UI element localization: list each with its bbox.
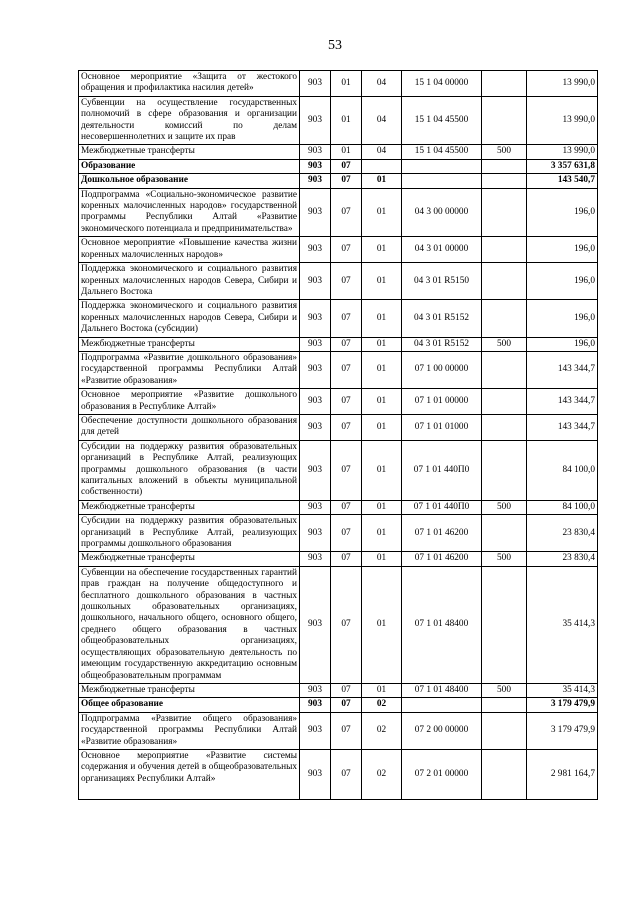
row-expense-type-cell — [482, 263, 527, 300]
row-amount-cell: 23 830,4 — [527, 552, 598, 566]
row-target-article-cell: 04 3 00 00000 — [402, 188, 482, 237]
row-grbs-cell: 903 — [300, 174, 331, 188]
row-grbs-cell: 903 — [300, 237, 331, 263]
row-amount-cell: 196,0 — [527, 237, 598, 263]
row-name-cell: Основное мероприятие «Развитие дошкольного образования в Республике Алтай» — [79, 389, 300, 415]
row-target-article-cell: 07 1 01 440П0 — [402, 440, 482, 500]
table-row — [79, 683, 598, 697]
row-target-article-cell: 07 1 01 440П0 — [402, 500, 482, 514]
row-expense-type-cell — [482, 712, 527, 749]
table-row — [79, 389, 598, 415]
row-subsection-cell: 04 — [362, 145, 402, 159]
row-target-article-cell: 04 3 01 R5152 — [402, 300, 482, 337]
row-name-cell: Субвенции на обеспечение государственных гарантий прав граждан на получение общедоступного и бесплатного дошкольного образования в частных дошкольных образовательных организациях, дошкольного, начального общего, основного общего, среднего общего образования в частных общеобразовательных организациях, осуществляющих образовательную деятельность по имеющим государственную аккредитацию основным общеобразовательным программам — [79, 566, 300, 683]
row-subsection-cell: 01 — [362, 300, 402, 337]
row-section-cell: 07 — [331, 566, 362, 683]
row-name-cell: Дошкольное образование — [79, 174, 300, 188]
row-name-cell: Подпрограмма «Развитие общего образования» государственной программы Республики Алтай «Развитие образования» — [79, 712, 300, 749]
row-section-cell: 07 — [331, 698, 362, 712]
table-row — [79, 337, 598, 351]
row-amount-cell: 196,0 — [527, 263, 598, 300]
row-section-cell: 07 — [331, 440, 362, 500]
row-amount-cell: 13 990,0 — [527, 96, 598, 145]
page-number: 53 — [328, 38, 342, 53]
row-expense-type-cell — [482, 389, 527, 415]
row-grbs-cell: 903 — [300, 337, 331, 351]
row-name-cell: Субсидии на поддержку развития образовательных организаций в Республике Алтай, реализующих программы дошкольного образования (в части капитальных вложений в объекты муниципальной собственности) — [79, 440, 300, 500]
row-subsection-cell: 01 — [362, 683, 402, 697]
row-amount-cell: 2 981 164,7 — [527, 749, 598, 799]
row-expense-type-cell: 500 — [482, 683, 527, 697]
row-target-article-cell — [402, 159, 482, 173]
row-grbs-cell: 903 — [300, 300, 331, 337]
row-amount-cell: 84 100,0 — [527, 500, 598, 514]
row-name-cell: Субсидии на поддержку развития образовательных организаций в Республике Алтай, реализующих программы дошкольного образования — [79, 515, 300, 552]
row-name-cell: Образование — [79, 159, 300, 173]
table-row — [79, 145, 598, 159]
row-grbs-cell: 903 — [300, 566, 331, 683]
row-amount-cell: 84 100,0 — [527, 440, 598, 500]
row-subsection-cell: 01 — [362, 566, 402, 683]
row-amount-cell: 196,0 — [527, 300, 598, 337]
row-grbs-cell: 903 — [300, 749, 331, 799]
row-grbs-cell: 903 — [300, 683, 331, 697]
row-name-cell: Поддержка экономического и социального развития коренных малочисленных народов Севера, Сибири и Дальнего Востока — [79, 263, 300, 300]
row-section-cell: 07 — [331, 337, 362, 351]
row-section-cell: 07 — [331, 552, 362, 566]
row-subsection-cell: 04 — [362, 96, 402, 145]
row-subsection-cell: 01 — [362, 440, 402, 500]
row-expense-type-cell: 500 — [482, 337, 527, 351]
row-expense-type-cell — [482, 440, 527, 500]
row-target-article-cell: 07 1 01 00000 — [402, 389, 482, 415]
row-subsection-cell: 01 — [362, 389, 402, 415]
row-subsection-cell: 02 — [362, 698, 402, 712]
row-subsection-cell: 01 — [362, 552, 402, 566]
row-target-article-cell — [402, 698, 482, 712]
row-name-cell: Межбюджетные трансферты — [79, 683, 300, 697]
row-target-article-cell: 07 1 00 00000 — [402, 351, 482, 388]
table-row — [79, 500, 598, 514]
table-row — [79, 300, 598, 337]
row-section-cell: 07 — [331, 683, 362, 697]
row-subsection-cell: 02 — [362, 712, 402, 749]
row-subsection-cell: 01 — [362, 237, 402, 263]
row-grbs-cell: 903 — [300, 500, 331, 514]
table-row — [79, 351, 598, 388]
row-amount-cell: 196,0 — [527, 188, 598, 237]
table-row — [79, 515, 598, 552]
row-amount-cell: 23 830,4 — [527, 515, 598, 552]
row-section-cell: 07 — [331, 237, 362, 263]
row-name-cell: Обеспечение доступности дошкольного образования для детей — [79, 414, 300, 440]
row-target-article-cell: 07 1 01 46200 — [402, 515, 482, 552]
row-expense-type-cell — [482, 566, 527, 683]
row-name-cell: Общее образование — [79, 698, 300, 712]
table-row — [79, 263, 598, 300]
row-name-cell: Субвенции на осуществление государственных полномочий в сфере образования и организации деятельности комиссий по делам несовершеннолетних и защите их прав — [79, 96, 300, 145]
row-subsection-cell: 04 — [362, 71, 402, 97]
row-grbs-cell: 903 — [300, 389, 331, 415]
row-target-article-cell: 04 3 01 R5150 — [402, 263, 482, 300]
row-grbs-cell: 903 — [300, 263, 331, 300]
budget-table — [78, 70, 598, 800]
row-expense-type-cell: 500 — [482, 500, 527, 514]
row-subsection-cell: 01 — [362, 174, 402, 188]
row-amount-cell: 3 179 479,9 — [527, 698, 598, 712]
row-expense-type-cell: 500 — [482, 145, 527, 159]
row-section-cell: 01 — [331, 71, 362, 97]
row-target-article-cell: 15 1 04 45500 — [402, 96, 482, 145]
table-row — [79, 96, 598, 145]
table-row — [79, 698, 598, 712]
row-subsection-cell — [362, 159, 402, 173]
row-grbs-cell: 903 — [300, 96, 331, 145]
row-amount-cell: 35 414,3 — [527, 683, 598, 697]
budget-table-body — [79, 71, 598, 800]
row-grbs-cell: 903 — [300, 712, 331, 749]
table-row — [79, 749, 598, 799]
row-name-cell: Межбюджетные трансферты — [79, 145, 300, 159]
row-subsection-cell: 01 — [362, 414, 402, 440]
row-target-article-cell — [402, 174, 482, 188]
row-amount-cell: 143 540,7 — [527, 174, 598, 188]
row-name-cell: Подпрограмма «Развитие дошкольного образования» государственной программы Республики Алтай «Развитие образования» — [79, 351, 300, 388]
row-amount-cell: 143 344,7 — [527, 389, 598, 415]
row-section-cell: 07 — [331, 515, 362, 552]
row-section-cell: 07 — [331, 263, 362, 300]
row-subsection-cell: 02 — [362, 749, 402, 799]
row-target-article-cell: 15 1 04 45500 — [402, 145, 482, 159]
row-target-article-cell: 07 1 01 01000 — [402, 414, 482, 440]
row-name-cell: Основное мероприятие «Повышение качества жизни коренных малочисленных народов» — [79, 237, 300, 263]
row-expense-type-cell — [482, 159, 527, 173]
row-section-cell: 07 — [331, 300, 362, 337]
row-subsection-cell: 01 — [362, 188, 402, 237]
row-expense-type-cell — [482, 237, 527, 263]
table-row — [79, 712, 598, 749]
table-row — [79, 237, 598, 263]
row-name-cell: Поддержка экономического и социального развития коренных малочисленных народов Севера, Сибири и Дальнего Востока (субсидии) — [79, 300, 300, 337]
table-row — [79, 414, 598, 440]
row-section-cell: 07 — [331, 174, 362, 188]
row-section-cell: 07 — [331, 712, 362, 749]
row-name-cell: Подпрограмма «Социально-экономическое развитие коренных малочисленных народов» государственной программы Республики Алтай «Развитие экономического потенциала и предпринимательства» — [79, 188, 300, 237]
row-name-cell: Основное мероприятие «Защита от жестокого обращения и профилактика насилия детей» — [79, 71, 300, 97]
row-section-cell: 01 — [331, 145, 362, 159]
row-grbs-cell: 903 — [300, 71, 331, 97]
row-name-cell: Основное мероприятие «Развитие системы содержания и обучения детей в общеобразовательных организациях Республики Алтай» — [79, 749, 300, 799]
row-amount-cell: 13 990,0 — [527, 145, 598, 159]
row-section-cell: 07 — [331, 500, 362, 514]
table-row — [79, 440, 598, 500]
row-subsection-cell: 01 — [362, 263, 402, 300]
row-expense-type-cell — [482, 749, 527, 799]
row-amount-cell: 196,0 — [527, 337, 598, 351]
row-section-cell: 01 — [331, 96, 362, 145]
row-section-cell: 07 — [331, 389, 362, 415]
row-grbs-cell: 903 — [300, 414, 331, 440]
row-expense-type-cell — [482, 300, 527, 337]
row-grbs-cell: 903 — [300, 145, 331, 159]
row-amount-cell: 3 179 479,9 — [527, 712, 598, 749]
row-target-article-cell: 07 1 01 48400 — [402, 566, 482, 683]
row-grbs-cell: 903 — [300, 552, 331, 566]
row-target-article-cell: 15 1 04 00000 — [402, 71, 482, 97]
row-grbs-cell: 903 — [300, 188, 331, 237]
row-grbs-cell: 903 — [300, 351, 331, 388]
table-row — [79, 159, 598, 173]
row-expense-type-cell — [482, 414, 527, 440]
table-row — [79, 174, 598, 188]
row-subsection-cell: 01 — [362, 515, 402, 552]
row-grbs-cell: 903 — [300, 440, 331, 500]
table-row — [79, 566, 598, 683]
row-section-cell: 07 — [331, 188, 362, 237]
row-subsection-cell: 01 — [362, 337, 402, 351]
table-row — [79, 552, 598, 566]
row-name-cell: Межбюджетные трансферты — [79, 500, 300, 514]
row-grbs-cell: 903 — [300, 159, 331, 173]
row-name-cell: Межбюджетные трансферты — [79, 337, 300, 351]
row-expense-type-cell — [482, 96, 527, 145]
row-subsection-cell: 01 — [362, 351, 402, 388]
row-section-cell: 07 — [331, 749, 362, 799]
row-amount-cell: 3 357 631,8 — [527, 159, 598, 173]
table-row — [79, 71, 598, 97]
row-expense-type-cell — [482, 698, 527, 712]
row-section-cell: 07 — [331, 351, 362, 388]
row-expense-type-cell — [482, 188, 527, 237]
row-expense-type-cell — [482, 515, 527, 552]
table-row — [79, 188, 598, 237]
row-grbs-cell: 903 — [300, 515, 331, 552]
row-grbs-cell: 903 — [300, 698, 331, 712]
row-amount-cell: 13 990,0 — [527, 71, 598, 97]
row-amount-cell: 35 414,3 — [527, 566, 598, 683]
row-target-article-cell: 07 1 01 48400 — [402, 683, 482, 697]
row-target-article-cell: 04 3 01 00000 — [402, 237, 482, 263]
row-section-cell: 07 — [331, 159, 362, 173]
row-amount-cell: 143 344,7 — [527, 351, 598, 388]
row-expense-type-cell: 500 — [482, 552, 527, 566]
row-name-cell: Межбюджетные трансферты — [79, 552, 300, 566]
row-target-article-cell: 07 2 01 00000 — [402, 749, 482, 799]
row-expense-type-cell — [482, 71, 527, 97]
row-target-article-cell: 07 2 00 00000 — [402, 712, 482, 749]
row-target-article-cell: 04 3 01 R5152 — [402, 337, 482, 351]
row-expense-type-cell — [482, 174, 527, 188]
row-subsection-cell: 01 — [362, 500, 402, 514]
row-amount-cell: 143 344,7 — [527, 414, 598, 440]
row-expense-type-cell — [482, 351, 527, 388]
row-section-cell: 07 — [331, 414, 362, 440]
row-target-article-cell: 07 1 01 46200 — [402, 552, 482, 566]
